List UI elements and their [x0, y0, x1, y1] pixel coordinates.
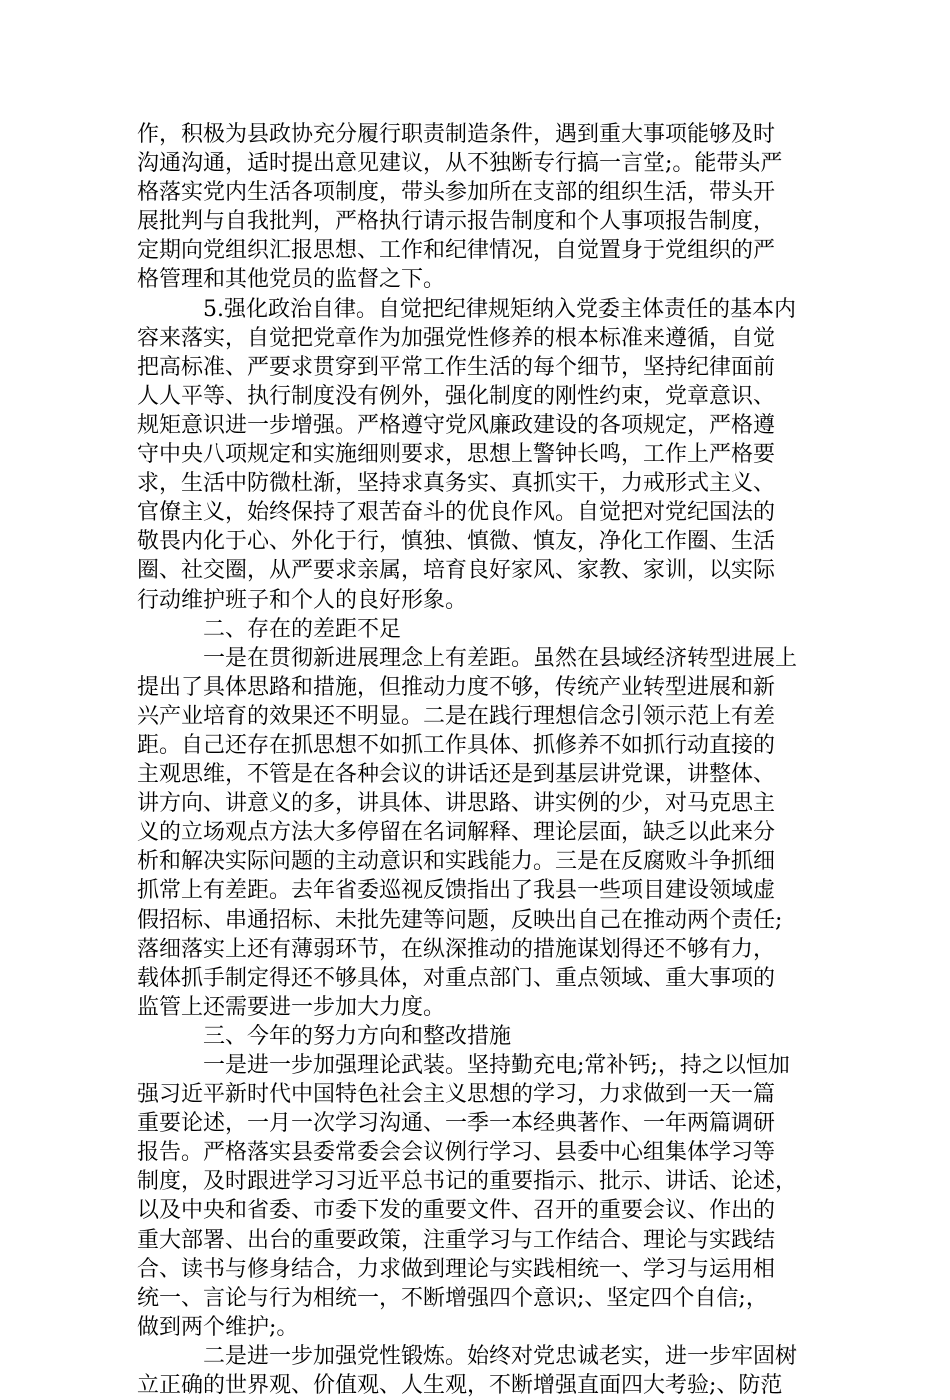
text-line: 守中央八项规定和实施细则要求，思想上警钟长鸣，工作上严格要 [137, 442, 776, 468]
text-line: 容来落实，自觉把党章作为加强党性修养的根本标准来遵循，自觉 [137, 325, 776, 351]
text-line: 求，生活中防微杜渐，坚持求真务实、真抓实干，力戒形式主义、 [137, 471, 776, 497]
text-line: 一是进一步加强理论武装。坚持勤充电;常补钙;，持之以恒加 [203, 1053, 790, 1078]
text-line: 做到两个维护;。 [137, 1314, 299, 1340]
text-line: 格落实党内生活各项制度，带头参加所在支部的组织生活，带头开 [137, 180, 776, 206]
text-line: 统一、言论与行为相统一，不断增强四个意识;、坚定四个自信;， [137, 1285, 768, 1311]
text-line: 载体抓手制定得还不够具体，对重点部门、重点领域、重大事项的 [137, 965, 776, 991]
text-line: 展批判与自我批判，严格执行请示报告制度和个人事项报告制度， [137, 209, 776, 235]
text-line: 圈、社交圈，从严要求亲属，培育良好家风、家教、家训，以实际 [137, 558, 776, 584]
text-line: 义的立场观点方法大多停留在名词解释、理论层面，缺乏以此来分 [137, 820, 776, 846]
text-line: 立正确的世界观、价值观、人生观，不断增强直面四大考验;、防范 [137, 1373, 783, 1399]
text-line: 二、存在的差距不足 [203, 616, 402, 642]
text-line: 5.强化政治自律。自觉把纪律规矩纳入党委主体责任的基本内 [203, 296, 796, 322]
text-line: 提出了具体思路和措施，但推动力度不够，传统产业转型进展和新 [137, 674, 776, 700]
text-line: 监管上还需要进一步加大力度。 [137, 994, 446, 1020]
text-line: 把高标准、严要求贯穿到平常工作生活的每个细节，坚持纪律面前 [137, 354, 776, 380]
text-line: 规矩意识进一步增强。严格遵守党风廉政建设的各项规定，严格遵 [137, 412, 776, 438]
document-body [137, 120, 813, 1400]
text-line: 作，积极为县政协充分履行职责制造条件，遇到重大事项能够及时 [137, 122, 776, 147]
text-line: 行动维护班子和个人的良好形象。 [137, 587, 468, 613]
text-line: 人人平等、执行制度没有例外，强化制度的刚性约束，党章意识、 [137, 383, 776, 409]
text-line: 距。自己还存在抓思想不如抓工作具体、抓修养不如抓行动直接的 [137, 732, 776, 758]
text-line: 二是进一步加强党性锻炼。始终对党忠诚老实，进一步牢固树 [203, 1343, 798, 1369]
text-line: 析和解决实际问题的主动意识和实践能力。三是在反腐败斗争抓细 [137, 849, 776, 875]
text-line: 三、今年的努力方向和整改措施 [203, 1023, 512, 1049]
text-line: 强习近平新时代中国特色社会主义思想的学习，力求做到一天一篇 [137, 1082, 776, 1108]
text-line: 主观思维，不管是在各种会议的讲话还是到基层讲党课，讲整体、 [137, 762, 776, 788]
text-line: 官僚主义，始终保持了艰苦奋斗的优良作风。自觉把对党纪国法的 [137, 500, 776, 526]
text-line: 假招标、串通招标、未批先建等问题，反映出自己在推动两个责任; [137, 907, 783, 933]
text-line: 重要论述，一月一次学习沟通、一季一本经典著作、一年两篇调研 [137, 1111, 776, 1137]
text-line: 沟通沟通，适时提出意见建议，从不独断专行搞一言堂;。能带头严 [137, 151, 783, 177]
text-line: 兴产业培育的效果还不明显。二是在践行理想信念引领示范上有差 [137, 703, 776, 729]
text-line: 制度，及时跟进学习习近平总书记的重要指示、批示、讲话、论述， [137, 1169, 798, 1195]
text-line: 敬畏内化于心、外化于行，慎独、慎微、慎友，净化工作圈、生活 [137, 529, 776, 555]
text-line: 格管理和其他党员的监督之下。 [137, 267, 446, 293]
text-line: 定期向党组织汇报思想、工作和纪律情况，自觉置身于党组织的严 [137, 238, 776, 264]
text-line: 合、读书与修身结合，力求做到理论与实践相统一、学习与运用相 [137, 1256, 776, 1282]
text-line: 讲方向、讲意义的多，讲具体、讲思路、讲实例的少，对马克思主 [137, 791, 776, 817]
text-line: 落细落实上还有薄弱环节，在纵深推动的措施谋划得还不够有力， [137, 936, 776, 962]
text-line: 以及中央和省委、市委下发的重要文件、召开的重要会议、作出的 [137, 1198, 776, 1224]
text-line: 报告。严格落实县委常委会会议例行学习、县委中心组集体学习等 [137, 1140, 776, 1166]
text-line: 重大部署、出台的重要政策，注重学习与工作结合、理论与实践结 [137, 1227, 776, 1253]
text-line: 抓常上有差距。去年省委巡视反馈指出了我县一些项目建设领域虚 [137, 878, 776, 904]
text-line: 一是在贯彻新进展理念上有差距。虽然在县域经济转型进展上 [203, 645, 798, 671]
